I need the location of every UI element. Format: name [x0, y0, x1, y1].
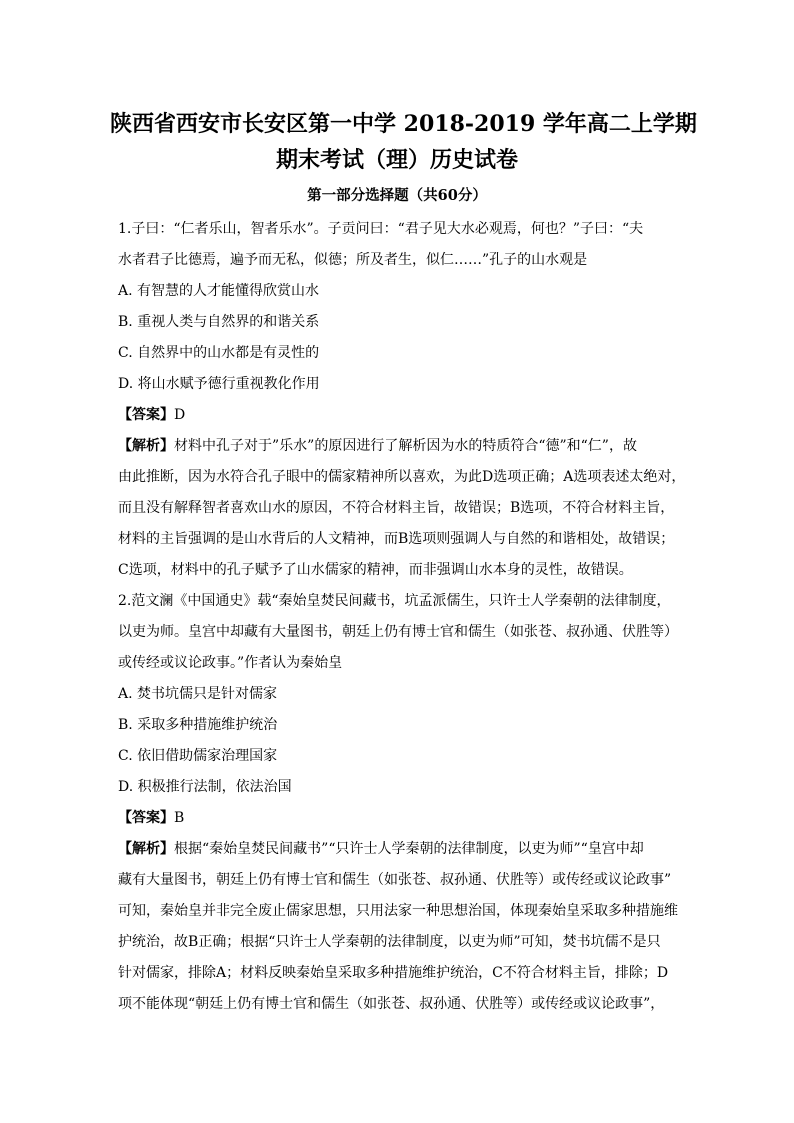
question-2-option-a: A. 焚书坑儒只是针对儒家: [118, 686, 278, 702]
question-1-stem-line-1: 1.子曰：“仁者乐山，智者乐水”。子贡问曰：“君子见大水必观焉，何也？”子曰：“夫: [118, 221, 644, 237]
question-1-option-a: A. 有智慧的人才能懂得欣赏山水: [118, 283, 320, 299]
question-2-stem-line-3: 或传经或议论政事。”作者认为秦始皇: [118, 655, 343, 671]
question-1-analysis-line-1: [118, 431, 678, 462]
question-2-analysis-line-4: 护统治，故B正确；根据“只许士人学秦朝的法律制度，以吏为师”可知，焚书坑儒不是只: [118, 934, 661, 950]
question-1-stem-line-2: 水者君子比德焉，遍予而无私，似德；所及者生，似仁……”孔子的山水观是: [118, 252, 588, 268]
answer-value: B: [174, 810, 185, 826]
question-1-answer: [118, 400, 678, 431]
question-1: [118, 214, 686, 586]
question-1-option-b: B. 重视人类与自然界的和谐关系: [118, 314, 320, 330]
question-2-option-c: C. 依旧借助儒家治理国家: [118, 748, 278, 764]
section-heading: 第一部分选择题（共60分）: [307, 187, 487, 204]
document-title-line-1: 陕西省西安市长安区第一中学 2018-2019 学年高二上学期: [110, 111, 697, 137]
question-2: [118, 586, 678, 1020]
question-1-analysis-line-5: C选项，材料中的孔子赋予了山水儒家的精神，而非强调山水本身的灵性，故错误。: [118, 562, 633, 578]
question-2-analysis-line-3: 可知，秦始皇并非完全废止儒家思想，只用法家一种思想治国，体现秦始皇采取多种措施维: [118, 903, 678, 919]
answer-label: 【答案】: [118, 810, 174, 826]
question-2-analysis-line-2: 藏有大量图书，朝廷上仍有博士官和儒生（如张苍、叔孙通、伏胜等）或传经或议论政事”: [118, 872, 672, 888]
question-1-analysis-line-2: 由此推断，因为水符合孔子眼中的儒家精神所以喜欢，为此D选项正确；A选项表述太绝对，: [118, 469, 686, 485]
question-1-analysis-line-3: 而且没有解释智者喜欢山水的原因，不符合材料主旨，故错误；B选项，不符合材料主旨，: [118, 500, 675, 516]
question-2-stem-line-1: 2.范文澜《中国通史》载“秦始皇焚民间藏书，坑孟派儒生，只许士人学秦朝的法律制度，: [118, 593, 671, 609]
analysis-text: 根据“秦始皇焚民间藏书”“只许士人学秦朝的法律制度，以吏为师”“皇宫中却: [174, 841, 644, 857]
question-2-stem-line-2: 以吏为师。皇宫中却藏有大量图书，朝廷上仍有博士官和儒生（如张苍、叔孙通、伏胜等）: [118, 624, 678, 640]
question-2-analysis-line-1: [118, 834, 678, 865]
answer-label: 【答案】: [118, 407, 174, 423]
question-2-analysis-line-5: 针对儒家，排除A；材料反映秦始皇采取多种措施维护统治，C不符合材料主旨，排除；D: [118, 965, 669, 981]
document-body: [118, 214, 686, 1020]
question-2-option-d: D. 积极推行法制，依法治国: [118, 779, 292, 795]
question-2-answer: [118, 803, 678, 834]
question-1-analysis-line-4: 材料的主旨强调的是山水背后的人文精神，而B选项则强调人与自然的和谐相处，故错误；: [118, 531, 675, 547]
question-1-option-c: C. 自然界中的山水都是有灵性的: [118, 345, 320, 361]
question-1-option-d: D. 将山水赋予德行重视教化作用: [118, 376, 320, 392]
answer-value: D: [174, 407, 186, 423]
question-2-option-b: B. 采取多种措施维护统治: [118, 717, 278, 733]
analysis-label: 【解析】: [118, 438, 174, 454]
analysis-text: 材料中孔子对于”乐水”的原因进行了解析因为水的特质符合“德”和“仁”，故: [174, 438, 637, 454]
analysis-label: 【解析】: [118, 841, 174, 857]
document-title-line-2: 期末考试（理）历史试卷: [275, 147, 518, 173]
question-2-analysis-line-6: 项不能体现“朝廷上仍有博士官和儒生（如张苍、叔孙通、伏胜等）或传经或议论政事”，: [118, 996, 665, 1012]
